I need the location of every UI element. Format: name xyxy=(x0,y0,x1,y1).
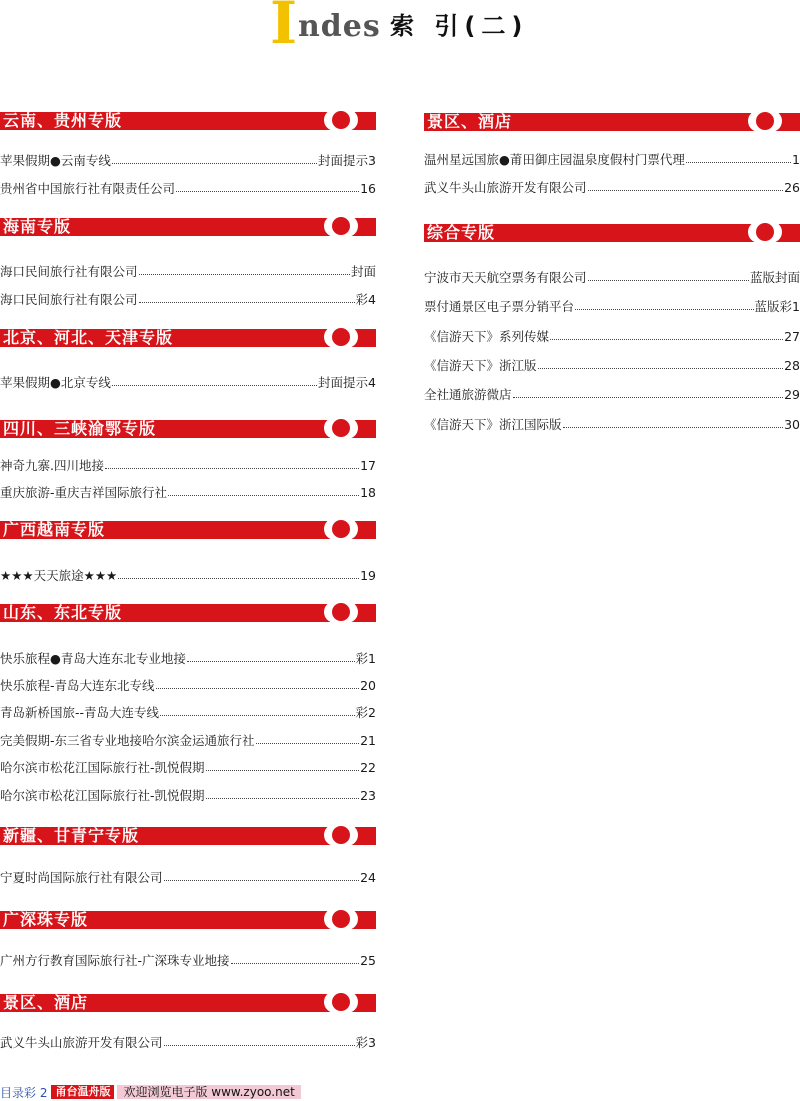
section-title: 广西越南专版 xyxy=(3,520,106,539)
entry-label: 重庆旅游-重庆吉祥国际旅行社 xyxy=(0,485,168,500)
section-banner xyxy=(0,420,376,438)
section-title: 广深珠专版 xyxy=(3,910,89,929)
dot-leader xyxy=(105,468,359,469)
index-entry[interactable] xyxy=(0,675,376,695)
section-title: 云南、贵州专版 xyxy=(3,111,123,130)
index-entry[interactable] xyxy=(424,149,800,169)
banner-dot-icon xyxy=(748,110,782,132)
dot-leader xyxy=(513,397,784,398)
index-entry[interactable] xyxy=(424,384,800,404)
entry-label: 贵州省中国旅行社有限责任公司 xyxy=(0,181,176,196)
title-word: ndes xyxy=(298,9,381,44)
index-entry[interactable] xyxy=(0,289,376,309)
entry-page: 蓝版彩1 xyxy=(754,299,800,314)
entry-label: 武义牛头山旅游开发有限公司 xyxy=(424,180,587,195)
entry-page: 22 xyxy=(360,759,376,775)
entry-page: 27 xyxy=(784,328,800,344)
entry-page: 17 xyxy=(360,457,376,473)
entry-label: 苹果假期●云南专线 xyxy=(0,153,111,168)
index-entry[interactable] xyxy=(0,565,376,585)
dot-leader xyxy=(206,770,360,771)
index-entry[interactable] xyxy=(0,372,376,392)
index-entry[interactable] xyxy=(0,150,376,170)
index-entry[interactable] xyxy=(0,702,376,722)
website-link[interactable]: 欢迎浏览电子版 www.zyoo.net xyxy=(117,1085,300,1099)
dot-leader xyxy=(206,798,360,799)
dot-leader xyxy=(164,1045,355,1046)
section-banner xyxy=(0,994,376,1012)
dot-leader xyxy=(139,302,355,303)
entry-page: 30 xyxy=(784,416,800,432)
footer-bar xyxy=(0,1084,370,1100)
index-entry[interactable] xyxy=(0,950,376,970)
entry-page: 23 xyxy=(360,787,376,803)
dot-leader xyxy=(112,385,317,386)
index-entry[interactable] xyxy=(424,326,800,346)
dot-leader xyxy=(231,963,360,964)
entry-label: 《信游天下》浙江国际版 xyxy=(424,417,562,432)
banner-dot-icon xyxy=(748,221,782,243)
entry-label: 快乐旅程-青岛大连东北专线 xyxy=(0,678,155,693)
dot-leader xyxy=(550,339,783,340)
entry-label: 《信游天下》系列传媒 xyxy=(424,329,550,344)
entry-label: 苹果假期●北京专线 xyxy=(0,375,111,390)
section-title: 北京、河北、天津专版 xyxy=(3,328,174,347)
entry-label: 快乐旅程●青岛大连东北专业地接 xyxy=(0,651,186,666)
entry-page: 1 xyxy=(792,151,800,167)
dot-leader xyxy=(164,880,360,881)
index-entry[interactable] xyxy=(424,355,800,375)
entry-label: 全社通旅游微店 xyxy=(424,387,512,402)
section-title: 新疆、甘青宁专版 xyxy=(3,826,140,845)
entry-label: 票付通景区电子票分销平台 xyxy=(424,299,575,314)
catalog-page-label: 目录彩 2 xyxy=(0,1085,48,1100)
entry-page: 18 xyxy=(360,484,376,500)
section-banner xyxy=(0,521,376,539)
dot-leader xyxy=(588,190,784,191)
entry-label: 宁波市天天航空票务有限公司 xyxy=(424,270,587,285)
entry-label: 哈尔滨市松花江国际旅行社-凯悦假期 xyxy=(0,788,205,803)
entry-page: 19 xyxy=(360,567,376,583)
section-banner xyxy=(0,911,376,929)
entry-page: 彩1 xyxy=(355,651,376,666)
banner-dot-icon xyxy=(324,109,358,131)
index-entry[interactable] xyxy=(424,296,800,316)
entry-label: 完美假期-东三省专业地接哈尔滨金运通旅行社 xyxy=(0,733,255,748)
banner-dot-icon xyxy=(324,326,358,348)
entry-label: 《信游天下》浙江版 xyxy=(424,358,537,373)
index-entry[interactable] xyxy=(0,1032,376,1052)
banner-dot-icon xyxy=(324,518,358,540)
publisher-badge: 甬台温舟版 xyxy=(51,1085,114,1099)
index-entry[interactable] xyxy=(0,455,376,475)
index-entry[interactable] xyxy=(0,757,376,777)
section-banner xyxy=(424,224,800,242)
entry-page: 封面提示3 xyxy=(318,153,376,168)
index-entry[interactable] xyxy=(424,267,800,287)
index-entry[interactable] xyxy=(0,648,376,668)
section-banner xyxy=(0,218,376,236)
section-title: 四川、三峡渝鄂专版 xyxy=(3,419,157,438)
index-entry[interactable] xyxy=(0,482,376,502)
section-title: 综合专版 xyxy=(427,223,496,242)
section-title: 海南专版 xyxy=(3,217,72,236)
entry-label: 哈尔滨市松花江国际旅行社-凯悦假期 xyxy=(0,760,205,775)
index-entry[interactable] xyxy=(0,730,376,750)
section-banner xyxy=(0,604,376,622)
dot-leader xyxy=(156,688,360,689)
dot-leader xyxy=(575,309,754,310)
section-banner xyxy=(424,113,800,131)
entry-page: 24 xyxy=(360,869,376,885)
entry-label: ★★★天天旅途★★★ xyxy=(0,568,118,583)
section-banner xyxy=(0,112,376,130)
entry-page: 彩3 xyxy=(355,1035,376,1050)
entry-page: 彩4 xyxy=(355,292,376,307)
banner-dot-icon xyxy=(324,824,358,846)
section-banner xyxy=(0,329,376,347)
entry-page: 蓝版封面 xyxy=(749,270,800,285)
entry-page: 彩2 xyxy=(355,705,376,720)
dot-leader xyxy=(118,578,359,579)
index-entry[interactable] xyxy=(0,867,376,887)
section-title: 山东、东北专版 xyxy=(3,603,123,622)
banner-dot-icon xyxy=(324,991,358,1013)
banner-dot-icon xyxy=(324,908,358,930)
entry-page: 20 xyxy=(360,677,376,693)
dot-leader xyxy=(176,191,359,192)
dot-leader xyxy=(563,427,784,428)
section-title: 景区、酒店 xyxy=(3,993,89,1012)
index-entry[interactable] xyxy=(424,177,800,197)
entry-page: 28 xyxy=(784,357,800,373)
index-entry[interactable] xyxy=(0,261,376,281)
entry-page: 21 xyxy=(360,732,376,748)
entry-label: 广州方行教育国际旅行社-广深珠专业地接 xyxy=(0,953,230,968)
entry-label: 温州星远国旅●莆田御庄园温泉度假村门票代理 xyxy=(424,152,685,167)
dot-leader xyxy=(112,163,317,164)
section-banner xyxy=(0,827,376,845)
dot-leader xyxy=(187,661,355,662)
entry-page: 封面 xyxy=(350,264,376,279)
entry-label: 海口民间旅行社有限公司 xyxy=(0,292,138,307)
entry-label: 海口民间旅行社有限公司 xyxy=(0,264,138,279)
banner-dot-icon xyxy=(324,215,358,237)
title-initial: I xyxy=(270,0,298,57)
index-entry[interactable] xyxy=(0,178,376,198)
dot-leader xyxy=(588,280,749,281)
entry-page: 29 xyxy=(784,386,800,402)
entry-page: 25 xyxy=(360,952,376,968)
section-title: 景区、酒店 xyxy=(427,112,513,131)
entry-label: 武义牛头山旅游开发有限公司 xyxy=(0,1035,163,1050)
dot-leader xyxy=(538,368,784,369)
dot-leader xyxy=(160,715,355,716)
dot-leader xyxy=(686,162,791,163)
index-title xyxy=(270,0,570,57)
dot-leader xyxy=(168,495,359,496)
dot-leader xyxy=(256,743,360,744)
banner-dot-icon xyxy=(324,417,358,439)
entry-page: 封面提示4 xyxy=(318,375,376,390)
entry-label: 青岛新桥国旅--青岛大连专线 xyxy=(0,705,160,720)
entry-label: 宁夏时尚国际旅行社有限公司 xyxy=(0,870,163,885)
entry-page: 16 xyxy=(360,180,376,196)
title-chinese: 索 引(二) xyxy=(390,12,529,40)
dot-leader xyxy=(139,274,350,275)
index-entry[interactable] xyxy=(0,785,376,805)
entry-page: 26 xyxy=(784,179,800,195)
index-entry[interactable] xyxy=(424,414,800,434)
entry-label: 神奇九寨.四川地接 xyxy=(0,458,104,473)
banner-dot-icon xyxy=(324,601,358,623)
